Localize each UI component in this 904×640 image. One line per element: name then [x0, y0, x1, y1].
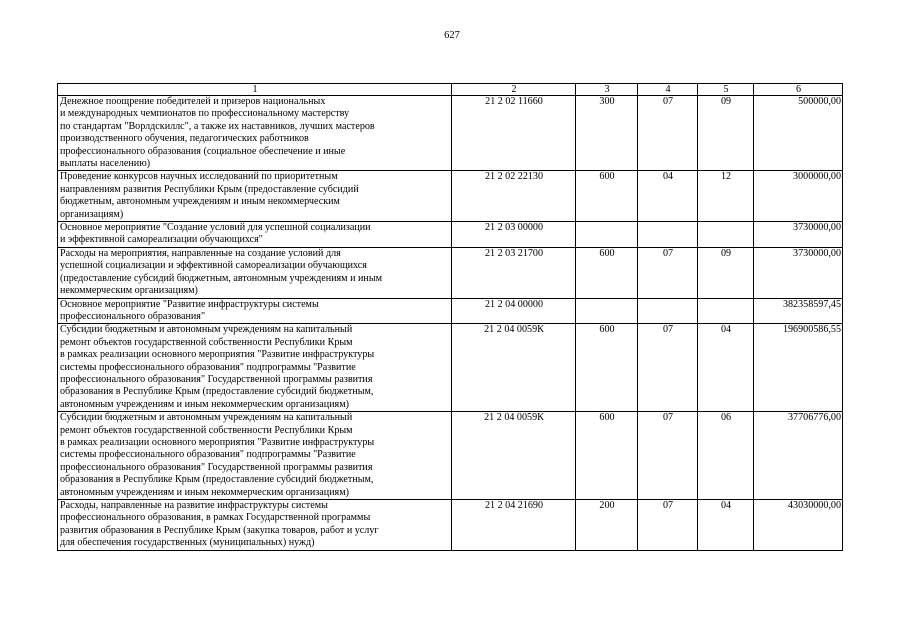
row-code: 21 2 03 21700 [452, 247, 576, 298]
header-col-2: 2 [452, 84, 576, 96]
table-row [58, 222, 843, 248]
row-col-4 [638, 222, 698, 248]
row-name: Расходы на мероприятия, направленные на создание условий для успешной социализации и эффективной самореализации обучающихся (предоставление субсидий бюджетным, автономным учреждениям и иным некоммерческим организациям) [58, 247, 452, 298]
row-code: 21 2 04 00000 [452, 298, 576, 324]
row-col-4: 07 [638, 247, 698, 298]
row-name: Денежное поощрение победителей и призеров национальных и международных чемпионатов по профессиональному мастерству по стандартам "Ворлдскиллс", а также их наставников, лучших мастеров производственного обучения, педагогических работников профессионального образования (социальное обеспечение и иные выплаты населению) [58, 96, 452, 171]
row-col-5: 04 [698, 500, 754, 551]
header-row [58, 84, 843, 96]
row-col-5 [698, 298, 754, 324]
row-col-4: 07 [638, 412, 698, 500]
table-row [58, 412, 843, 500]
row-amount: 43030000,00 [754, 500, 843, 551]
row-col-3: 600 [576, 324, 638, 412]
row-code: 21 2 03 00000 [452, 222, 576, 248]
row-code: 21 2 02 22130 [452, 171, 576, 222]
row-col-5 [698, 222, 754, 248]
row-col-4: 07 [638, 324, 698, 412]
row-col-5: 04 [698, 324, 754, 412]
row-amount: 500000,00 [754, 96, 843, 171]
table-header [58, 84, 843, 96]
row-code: 21 2 04 0059К [452, 324, 576, 412]
header-col-3: 3 [576, 84, 638, 96]
page-number: 627 [444, 30, 460, 41]
table-row [58, 298, 843, 324]
row-amount: 3000000,00 [754, 171, 843, 222]
row-amount: 3730000,00 [754, 247, 843, 298]
row-code: 21 2 04 0059К [452, 412, 576, 500]
row-col-4 [638, 298, 698, 324]
row-col-3: 300 [576, 96, 638, 171]
row-code: 21 2 04 21690 [452, 500, 576, 551]
row-col-3: 600 [576, 247, 638, 298]
header-col-5: 5 [698, 84, 754, 96]
row-col-5: 06 [698, 412, 754, 500]
row-col-4: 07 [638, 96, 698, 171]
row-name: Проведение конкурсов научных исследований по приоритетным направлениям развития Республики Крым (предоставление субсидий бюджетным, автономным учреждениям и иным некоммерческим организациям) [58, 171, 452, 222]
row-name: Основное мероприятие "Создание условий для успешной социализации и эффективной самореализации обучающихся" [58, 222, 452, 248]
header-col-4: 4 [638, 84, 698, 96]
table-row [58, 500, 843, 551]
table-row [58, 247, 843, 298]
row-col-3: 600 [576, 412, 638, 500]
header-col-1: 1 [58, 84, 452, 96]
table-row [58, 171, 843, 222]
row-name: Субсидии бюджетным и автономным учреждениям на капитальный ремонт объектов государственной собственности Республики Крым в рамках реализации основного мероприятия "Развитие инфраструктуры системы профессионального образования" подпрограммы "Развитие профессионального образования" Государственной программы развития образования в Республике Крым (предоставление субсидий бюджетным, автономным учреждениям и иным некоммерческим организациям) [58, 412, 452, 500]
row-name: Основное мероприятие "Развитие инфраструктуры системы профессионального образования" [58, 298, 452, 324]
row-col-4: 07 [638, 500, 698, 551]
table-row [58, 324, 843, 412]
row-col-3 [576, 222, 638, 248]
row-col-4: 04 [638, 171, 698, 222]
row-col-3: 200 [576, 500, 638, 551]
row-amount: 37706776,00 [754, 412, 843, 500]
row-col-5: 09 [698, 96, 754, 171]
row-col-5: 12 [698, 171, 754, 222]
row-col-3: 600 [576, 171, 638, 222]
row-name: Субсидии бюджетным и автономным учреждениям на капитальный ремонт объектов государственной собственности Республики Крым в рамках реализации основного мероприятия "Развитие инфраструктуры системы профессионального образования" подпрограммы "Развитие профессионального образования" Государственной программы развития образования в Республике Крым (предоставление субсидий бюджетным, автономным учреждениям и иным некоммерческим организациям) [58, 324, 452, 412]
row-name: Расходы, направленные на развитие инфраструктуры системы профессионального образования, в рамках Государственной программы развития образования в Республике Крым (закупка товаров, работ и услуг для обеспечения государственных (муниципальных) нужд) [58, 500, 452, 551]
row-col-5: 09 [698, 247, 754, 298]
budget-table [57, 83, 843, 551]
row-amount: 3730000,00 [754, 222, 843, 248]
row-code: 21 2 02 11660 [452, 96, 576, 171]
row-amount: 382358597,45 [754, 298, 843, 324]
row-amount: 196900586,55 [754, 324, 843, 412]
row-col-3 [576, 298, 638, 324]
header-col-6: 6 [754, 84, 843, 96]
table-row [58, 96, 843, 171]
